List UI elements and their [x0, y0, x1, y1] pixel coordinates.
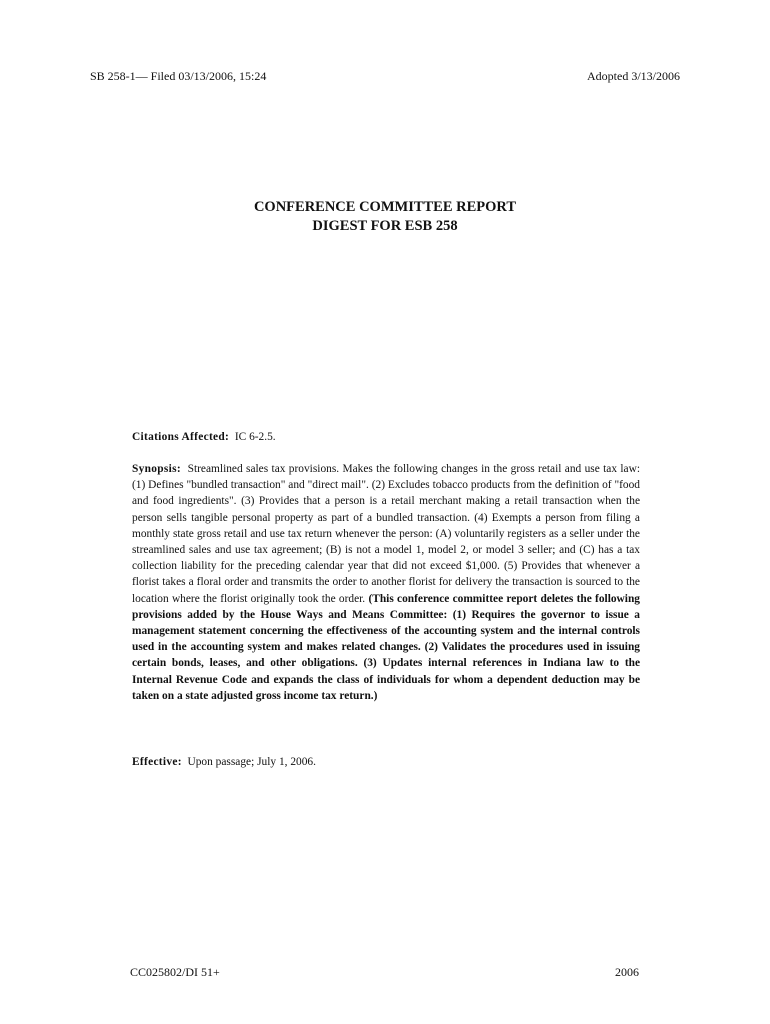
synopsis-bold-text: (This conference committee report deletes the following provisions added by the House Ways and Means Committee: (1) Requires the governor to issue a management statement concerning the effectiveness of the accounting system and the internal controls used in the accounting system and makes related changes. (2) Validates the procedures used in issuing certain bonds, leases, and other obligations. (3) Updates internal references in Indiana law to the Internal Revenue Code and expands the class of individuals for whom a dependent deduction may be taken on a state adjusted gross income tax return.)	[132, 592, 640, 702]
effective-value: Upon passage; July 1, 2006.	[187, 756, 316, 768]
effective-section	[132, 754, 640, 770]
page-header	[90, 69, 680, 87]
document-code: CC025802/DI 51+	[130, 965, 220, 979]
effective-label: Effective:	[132, 756, 182, 768]
title-line-2: DIGEST FOR ESB 258	[312, 218, 458, 234]
document-title	[0, 198, 770, 236]
footer-year: 2006	[615, 965, 639, 979]
filing-info: SB 258-1— Filed 03/13/2006, 15:24	[90, 69, 267, 83]
synopsis-section	[132, 461, 640, 704]
citations-section	[132, 429, 640, 445]
title-line-1: CONFERENCE COMMITTEE REPORT	[253, 199, 517, 215]
citations-label: Citations Affected:	[132, 431, 230, 443]
adopted-date: Adopted 3/13/2006	[587, 69, 680, 83]
page-footer	[130, 965, 639, 980]
synopsis-text: Streamlined sales tax provisions. Makes the following changes in the gross retail and use tax law: (1) Defines "bundled transaction" and "direct mail". (2) Excludes tobacco products from the definition of "food and food ingredients". (3) Provides that a person is a retail merchant making a retail transaction when the person sells tangible personal property as part of a bundled transaction. (4) Exempts a person from filing a monthly state gross retail and use tax return whenever the person: (A) voluntarily registers as a seller under the streamlined sales and use tax agreement; (B) is not a model 1, model 2, or model 3 seller; and (C) has a tax collection liability for the preceding calendar year that did not exceed $1,000. (5) Provides that whenever a florist takes a floral order and transmits the order to another florist for delivery the transaction is sourced to the location where the florist originally took the order.	[132, 463, 640, 605]
synopsis-label: Synopsis:	[132, 463, 181, 475]
citations-value: IC 6-2.5.	[234, 431, 276, 443]
